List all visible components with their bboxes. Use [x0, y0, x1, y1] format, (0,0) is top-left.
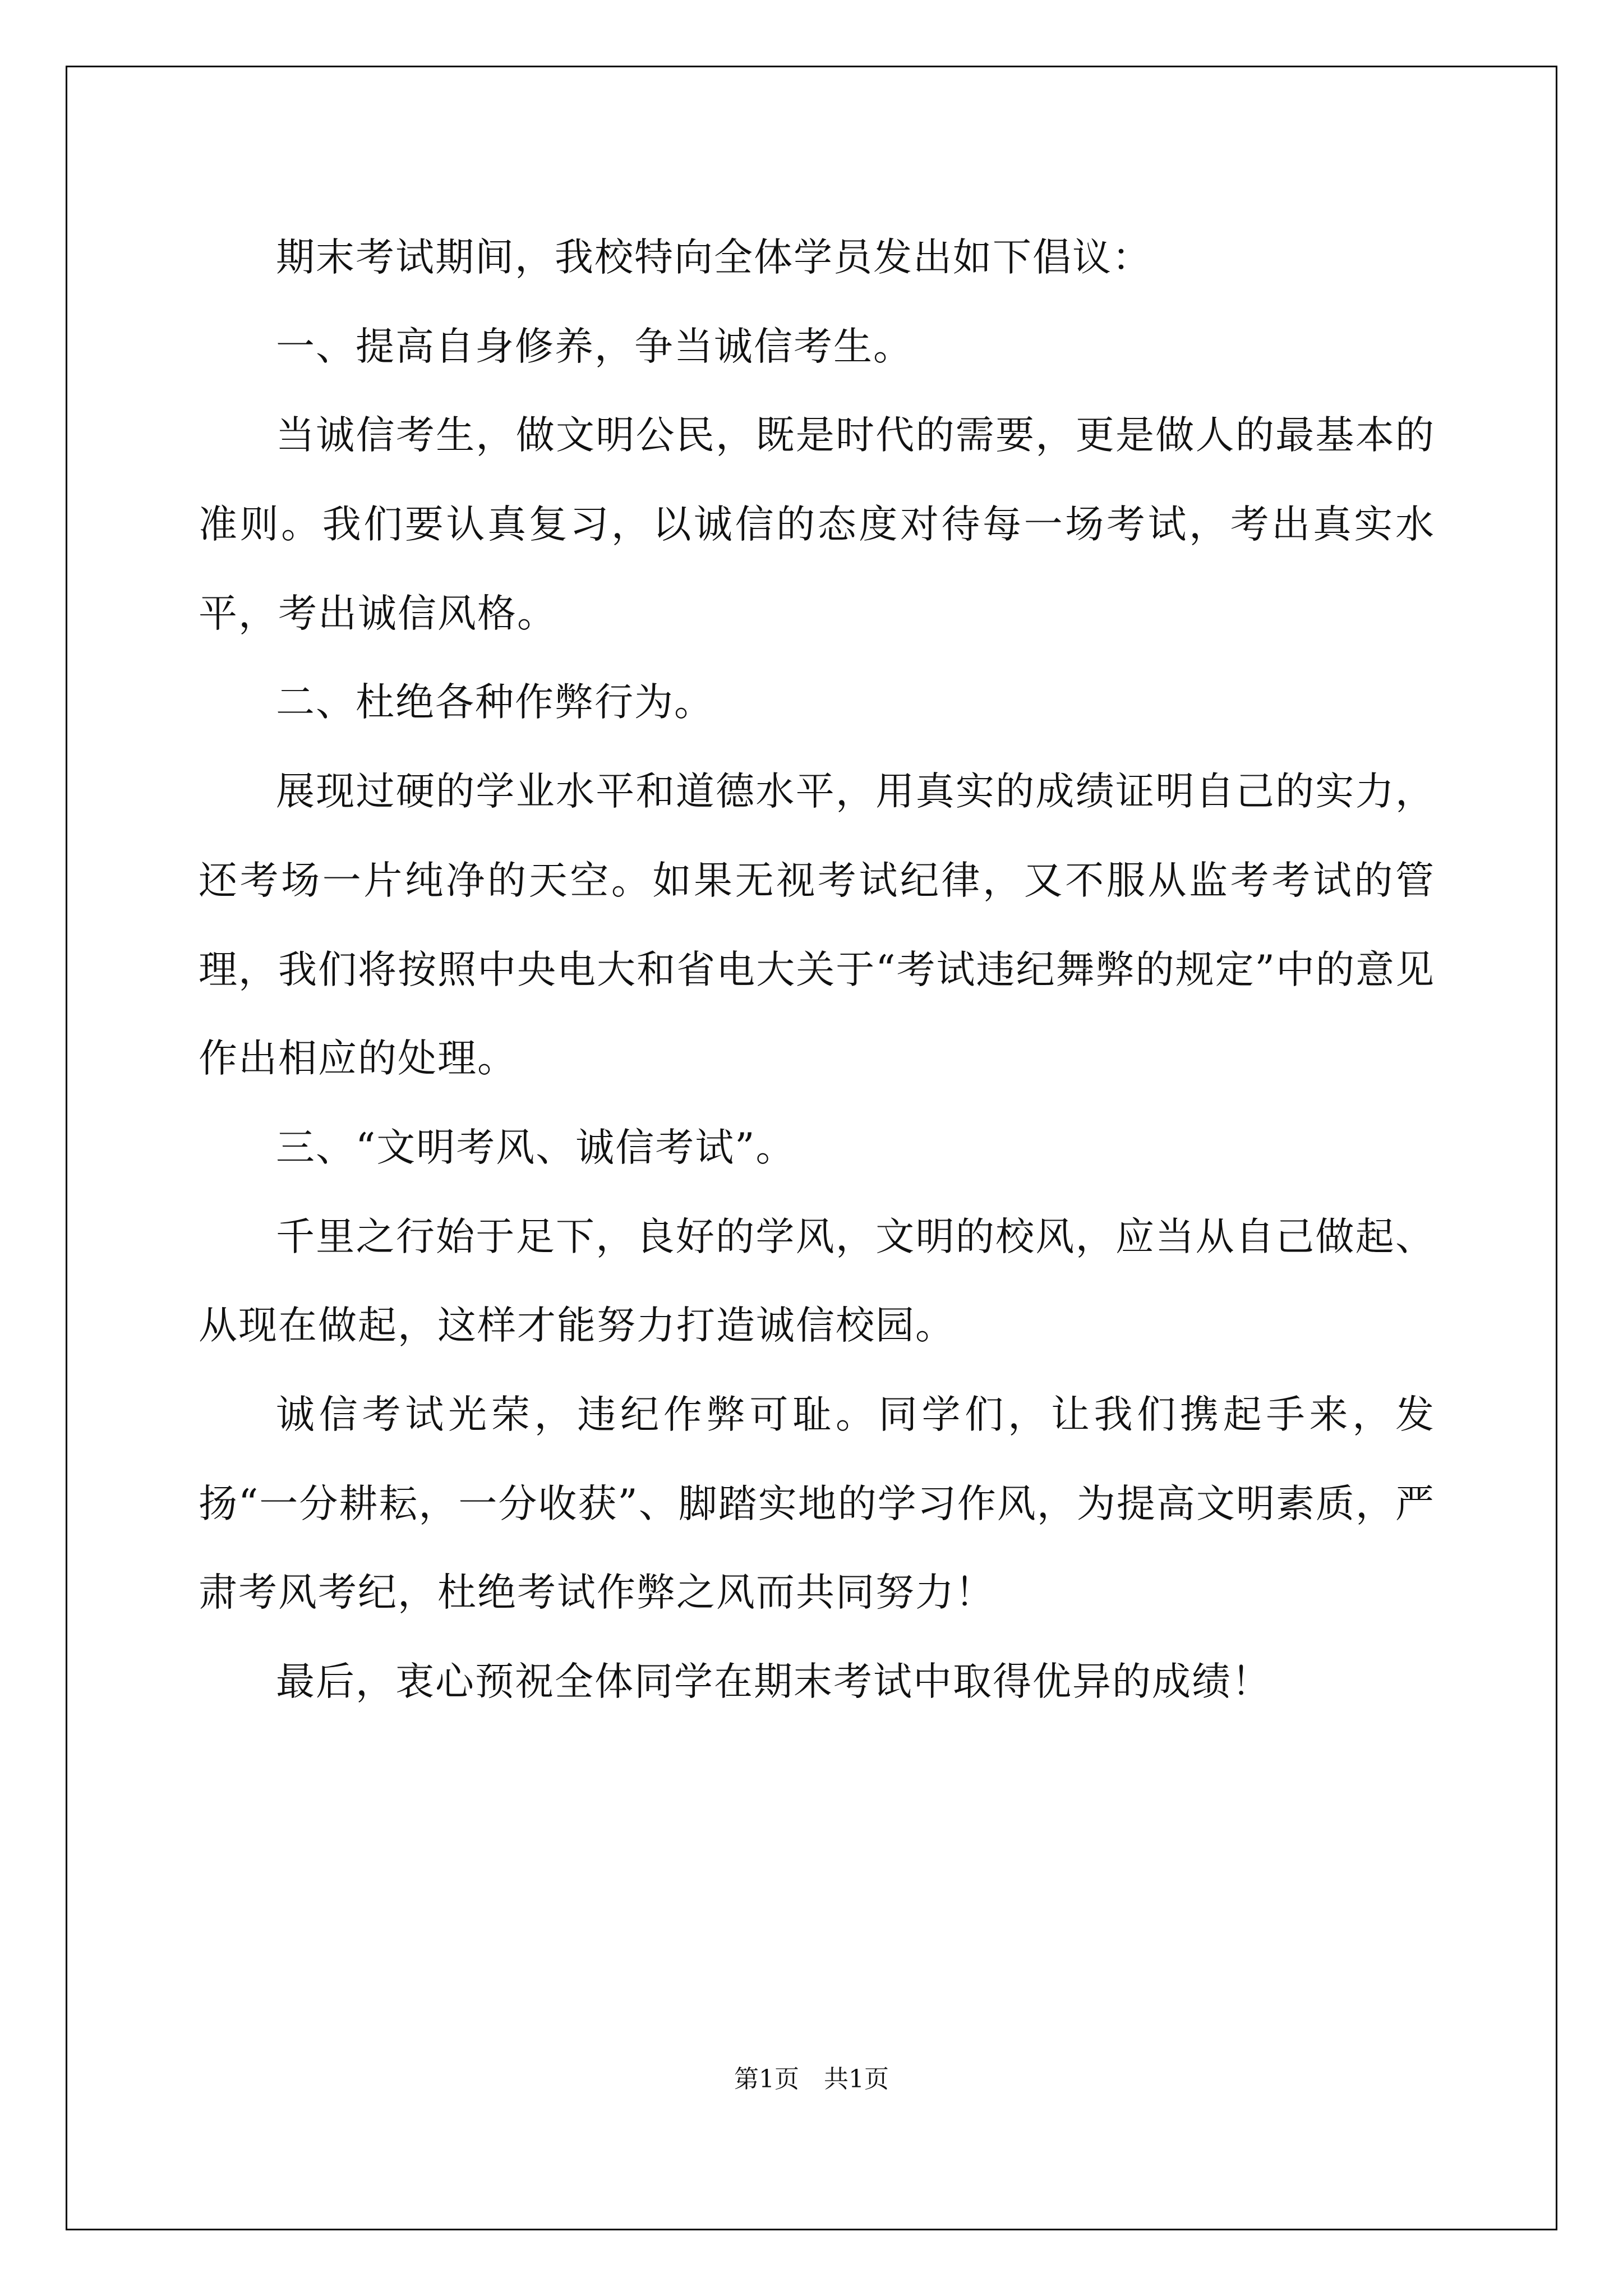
paragraph-no-cheating: 展现过硬的学业水平和道德水平，用真实的成绩证明自己的实力，还考场一片纯净的天空。如果无视考试纪律，又不服从监考考试的管理，我们将按照中央电大和省电大关于“考试违纪舞弊的规定”中的意见作出相应的处理。	[199, 769, 1435, 1082]
paragraph-heading-one: 一、提高自身修养，争当诚信考生。	[276, 324, 913, 369]
paragraph-closing: 最后，衷心预祝全体同学在期末考试中取得优异的成绩！	[276, 1659, 1271, 1704]
paragraph-intro: 期末考试期间，我校特向全体学员发出如下倡议：	[276, 235, 1152, 280]
paragraph-study-style: 千里之行始于足下，良好的学风，文明的校风，应当从自己做起、从现在做起，这样才能努力打造诚信校园。	[199, 1214, 1435, 1349]
paragraph-integrity: 当诚信考生，做文明公民，既是时代的需要，更是做人的最基本的准则。我们要认真复习，以诚信的态度对待每一场考试，考出真实水平，考出诚信风格。	[199, 413, 1435, 636]
paragraph-heading-three: 三、“文明考风、诚信考试”。	[276, 1125, 796, 1170]
page-number-footer: 第1页 共1页	[734, 2065, 889, 2093]
paragraph-call-to-action: 诚信考试光荣，违纪作弊可耻。同学们，让我们携起手来，发扬“一分耕耘，一分收获”、脚踏实地的学习作风，为提高文明素质，严肃考风考纪，杜绝考试作弊之风而共同努力！	[199, 1392, 1435, 1616]
paragraph-heading-two: 二、杜绝各种作弊行为。	[276, 680, 714, 725]
document-body	[199, 213, 1435, 1727]
